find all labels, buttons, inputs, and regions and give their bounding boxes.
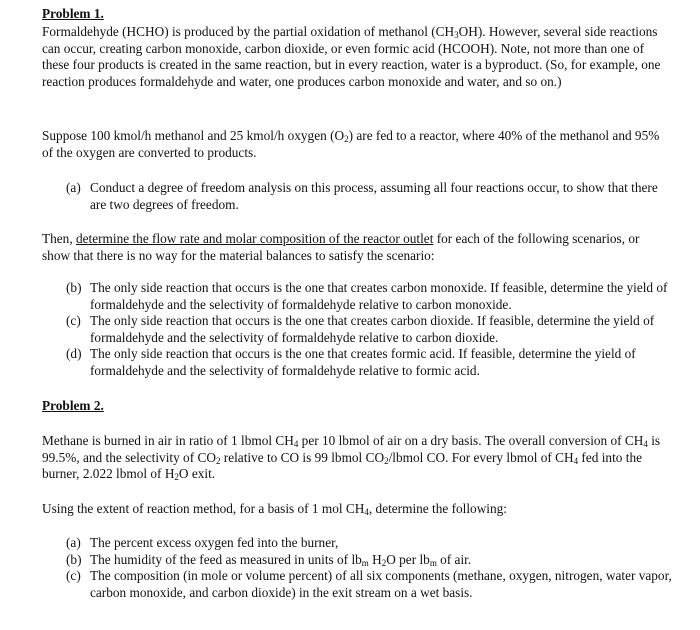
problem-1-then xyxy=(42,231,664,264)
problem-2-intro-text-3: is 99.5%, and the selectivity of CO xyxy=(42,433,661,465)
problem-1-part-d-marker: (d) xyxy=(66,346,82,362)
problem-2-part-b-sub-1: m xyxy=(361,557,369,568)
problem-2-part-b-sub-3: m xyxy=(429,557,437,568)
problem-1-feed-text-1: Suppose 100 kmol/h methanol and 25 kmol/h oxygen (O xyxy=(42,128,345,143)
problem-2-intro-sub-2: 4 xyxy=(643,439,648,449)
problem-2-parts-list xyxy=(66,535,672,601)
problem-2-part-b-sub-2: 2 xyxy=(381,557,387,568)
problem-2-part-a xyxy=(66,535,672,552)
problem-1-parts-list xyxy=(66,280,672,380)
problem-1-intro xyxy=(42,24,672,90)
problem-2-intro-text-1: Methane is burned in air in ratio of 1 lbmol CH xyxy=(42,433,294,448)
problem-1-then-underlined: determine the flow rate and molar composition of the reactor outlet xyxy=(75,231,434,246)
problem-2-intro-sub-5: 4 xyxy=(573,455,579,466)
problem-2-intro-text-5: /lbmol CO. For every lbmol of CH xyxy=(388,449,574,465)
problem-1-part-d xyxy=(66,346,672,379)
problem-1-then-lead: Then, xyxy=(42,231,76,246)
problem-1-heading: Problem 1. xyxy=(42,6,104,21)
problem-1-feed-text-2: ) are fed to a reactor, where 40% of the methanol and 95% of the oxygen are converted to products. xyxy=(42,128,660,160)
problem-2-part-c-marker: (c) xyxy=(66,568,81,584)
problem-2-part-c-text: The composition (in mole or volume percent) of all six components (methane, oxygen, nitrogen, water vapor, carbon monoxide, and carbon dioxide) in the exit stream on a wet basis. xyxy=(90,568,672,600)
problem-1-part-a-marker: (a) xyxy=(66,180,81,195)
problem-1-part-a-list xyxy=(66,180,672,213)
problem-2-intro-text-6: fed into the burner, 2.022 lbmol of H xyxy=(42,449,642,482)
problem-1-intro-text-1: Formaldehyde (HCHO) is produced by the partial oxidation of methanol (CH xyxy=(42,24,455,39)
problem-1-part-a xyxy=(66,180,672,213)
problem-2-intro xyxy=(42,433,672,483)
problem-1-feed-sub-1: 2 xyxy=(344,134,349,144)
problem-2-intro-sub-4: 2 xyxy=(384,455,389,466)
problem-2-part-a-text: The percent excess oxygen fed into the burner, xyxy=(90,535,339,550)
problem-1-intro-sub-1: 3 xyxy=(454,30,459,40)
problem-2-method-text-2: , determine the following: xyxy=(368,501,507,516)
problem-2-method-sub-1: 4 xyxy=(364,507,369,517)
problem-2-method xyxy=(42,501,672,518)
problem-1-part-c-marker: (c) xyxy=(66,313,81,329)
problem-2-part-b-text-3: O per lb xyxy=(386,551,430,567)
problem-2-heading: Problem 2. xyxy=(42,398,104,413)
problem-1-part-b-text: The only side reaction that occurs is the one that creates carbon monoxide. If feasible, determine the yield of formaldehyde and the selectivity of formaldehyde relative to carbon monoxide. xyxy=(90,280,668,312)
problem-1-part-a-text: Conduct a degree of freedom analysis on this process, assuming all four reactions occur, to show that there are two degrees of freedom. xyxy=(90,180,658,212)
problem-2-part-b-text-2: H xyxy=(368,551,382,567)
problem-2-intro-text-2: per 10 lbmol of air on a dry basis. The overall conversion of CH xyxy=(298,433,644,448)
problem-2-intro-sub-3: 2 xyxy=(215,455,221,466)
problem-2-part-a-marker: (a) xyxy=(66,535,81,550)
problem-1-part-d-text: The only side reaction that occurs is the one that creates formic acid. If feasible, determine the yield of formaldehyde and the selectivity of formaldehyde relative to formic acid. xyxy=(90,346,636,378)
problem-2-part-b-text-4: of air. xyxy=(436,551,472,567)
problem-1-part-b xyxy=(66,280,672,313)
problem-2-intro-text-4: relative to CO is 99 lbmol CO xyxy=(220,449,385,465)
problem-1-feed xyxy=(42,128,672,161)
problem-1-part-c-text: The only side reaction that occurs is the one that creates carbon dioxide. If feasible, determine the yield of formaldehyde and the selectivity of formaldehyde relative to carbon dioxide. xyxy=(90,313,655,345)
problem-2-method-text-1: Using the extent of reaction method, for a basis of 1 mol CH xyxy=(42,501,365,516)
problem-2-part-c xyxy=(66,568,672,601)
problem-2-part-b-marker: (b) xyxy=(66,551,82,567)
problem-1-intro-text-2: OH). However, several side reactions can occur, creating carbon monoxide, carbon dioxide, or even formic acid (HCOOH). Note, not more than one of these four products is created in the same reaction, but in every reaction, water is a byproduct. (So, for example, one reaction produces formaldehyde and water, one produces carbon monoxide and water, and so on.) xyxy=(42,24,661,89)
problem-1-part-b-marker: (b) xyxy=(66,280,82,295)
problem-2-part-b-text-1: The humidity of the feed as measured in units of lb xyxy=(90,551,362,567)
problem-1-part-c xyxy=(66,313,672,346)
problem-2-intro-sub-6: 2 xyxy=(174,472,179,483)
problem-2-part-b xyxy=(66,552,672,569)
problem-2-intro-text-7: O exit. xyxy=(178,466,216,482)
problem-2-intro-sub-1: 4 xyxy=(293,439,299,449)
problem-1-then-rest: for each of the following scenarios, or show that there is no way for the material balances to satisfy the scenario: xyxy=(42,231,640,263)
